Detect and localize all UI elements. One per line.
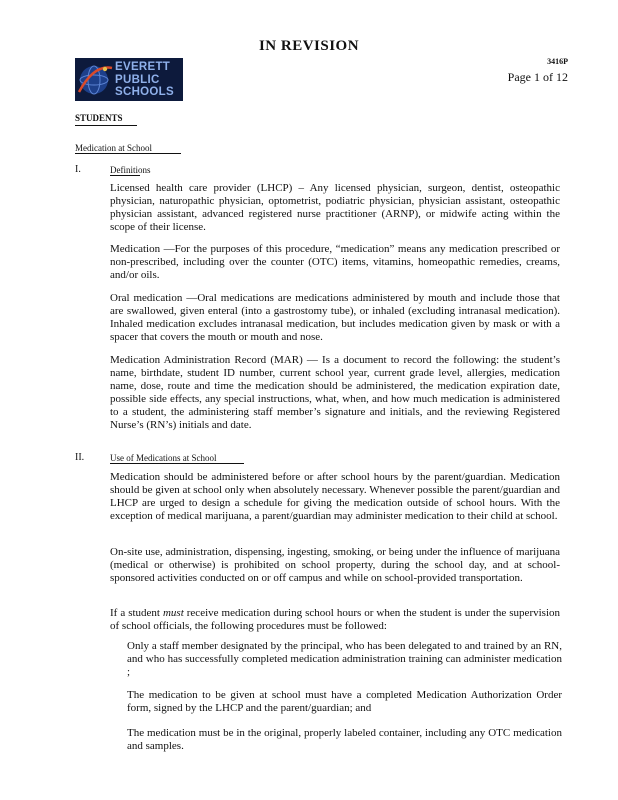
globe-icon — [75, 58, 115, 101]
heading-underline — [110, 175, 140, 176]
subject-title: Medication at School — [75, 143, 152, 153]
subject-underline — [75, 153, 181, 154]
intro-text: If a student — [110, 607, 163, 619]
page-number: Page 1 of 12 — [507, 70, 568, 84]
section-underline — [75, 125, 137, 126]
paragraph: On-site use, administration, dispensing, ingesting, smoking, or being under the influence of marijuana (medical or otherwise) is prohibited on school property, during the school day, and at school-sponsored activities conducted on or off campus and while on school-provided transportation. — [110, 546, 560, 584]
logo-line-2: PUBLIC — [115, 73, 160, 86]
document-number: 3416P — [547, 57, 568, 66]
paragraph: Medication Administration Record (MAR) — Is a document to record the following: the student’s name, birthdate, student ID number, current school year, current grade level, allergies, medication name, dose, route and time the medication should be administered, the medication expiration date, possible side effects, any special instructions, what, when, and how much medication is administered to a student, the administering staff member’s signature and initials, and the reviewing Registered Nurse’s (RN’s) initials and date. — [110, 354, 560, 431]
revision-banner: IN REVISION — [258, 38, 360, 54]
paragraph: Licensed health care provider (LHCP) – Any licensed physician, surgeon, dentist, osteopathic physician, naturopathic physician, optometrist, podiatric physician, physician assistant, osteopathic physician assistant, advanced registered nurse practitioner (ARNP), or midwife acting within the scope of their license. — [110, 182, 560, 233]
section-heading: Use of Medications at School — [110, 453, 217, 463]
section-numeral: I. — [75, 164, 81, 175]
list-item: The medication must be in the original, properly labeled container, including any OTC medication and samples. — [127, 727, 562, 752]
district-logo — [75, 58, 183, 101]
paragraph: Medication should be administered before or after school hours by the parent/guardian. Medication should be given at school only when absolutely necessary. Whenever possible the parent/guardian and LHCP are urged to design a schedule for giving the medication outside of school hours. With the exception of medical marijuana, a parent/guardian may administer medication to their child at school. — [110, 471, 560, 522]
logo-line-3: SCHOOLS — [115, 86, 174, 98]
list-item: Only a staff member designated by the principal, who has been delegated to and trained by an RN, and who has successfully completed medication administration training can administer medication ; — [127, 640, 562, 678]
paragraph: Oral medication —Oral medications are medications administered by mouth and include those that are swallowed, given enteral (into a gastrostomy tube), or inhaled (excluding intranasal medication). Inhaled medication excludes intranasal medication, but includes medication given by mask or with a spacer that covers the mouth or mouth and nose. — [110, 292, 560, 343]
intro-text: receive medication during school hours or when the student is under the supervision of school officials, the following procedures must be followed: — [110, 607, 560, 632]
heading-underline — [110, 463, 244, 464]
section-heading: Definitions — [110, 165, 151, 175]
list-item: The medication to be given at school must have a completed Medication Authorization Order form, signed by the LHCP and the parent/guardian; and — [127, 689, 562, 714]
logo-line-1: EVERETT — [115, 61, 171, 73]
emphasis-must: must — [162, 607, 184, 619]
section-title: STUDENTS — [75, 113, 123, 123]
section-numeral: II. — [75, 452, 85, 463]
procedures-intro — [110, 607, 560, 633]
paragraph: Medication —For the purposes of this procedure, “medication” means any medication prescribed or non-prescribed, including over the counter (OTC) items, vitamins, homeopathic remedies, creams, and/or oils. — [110, 243, 560, 281]
